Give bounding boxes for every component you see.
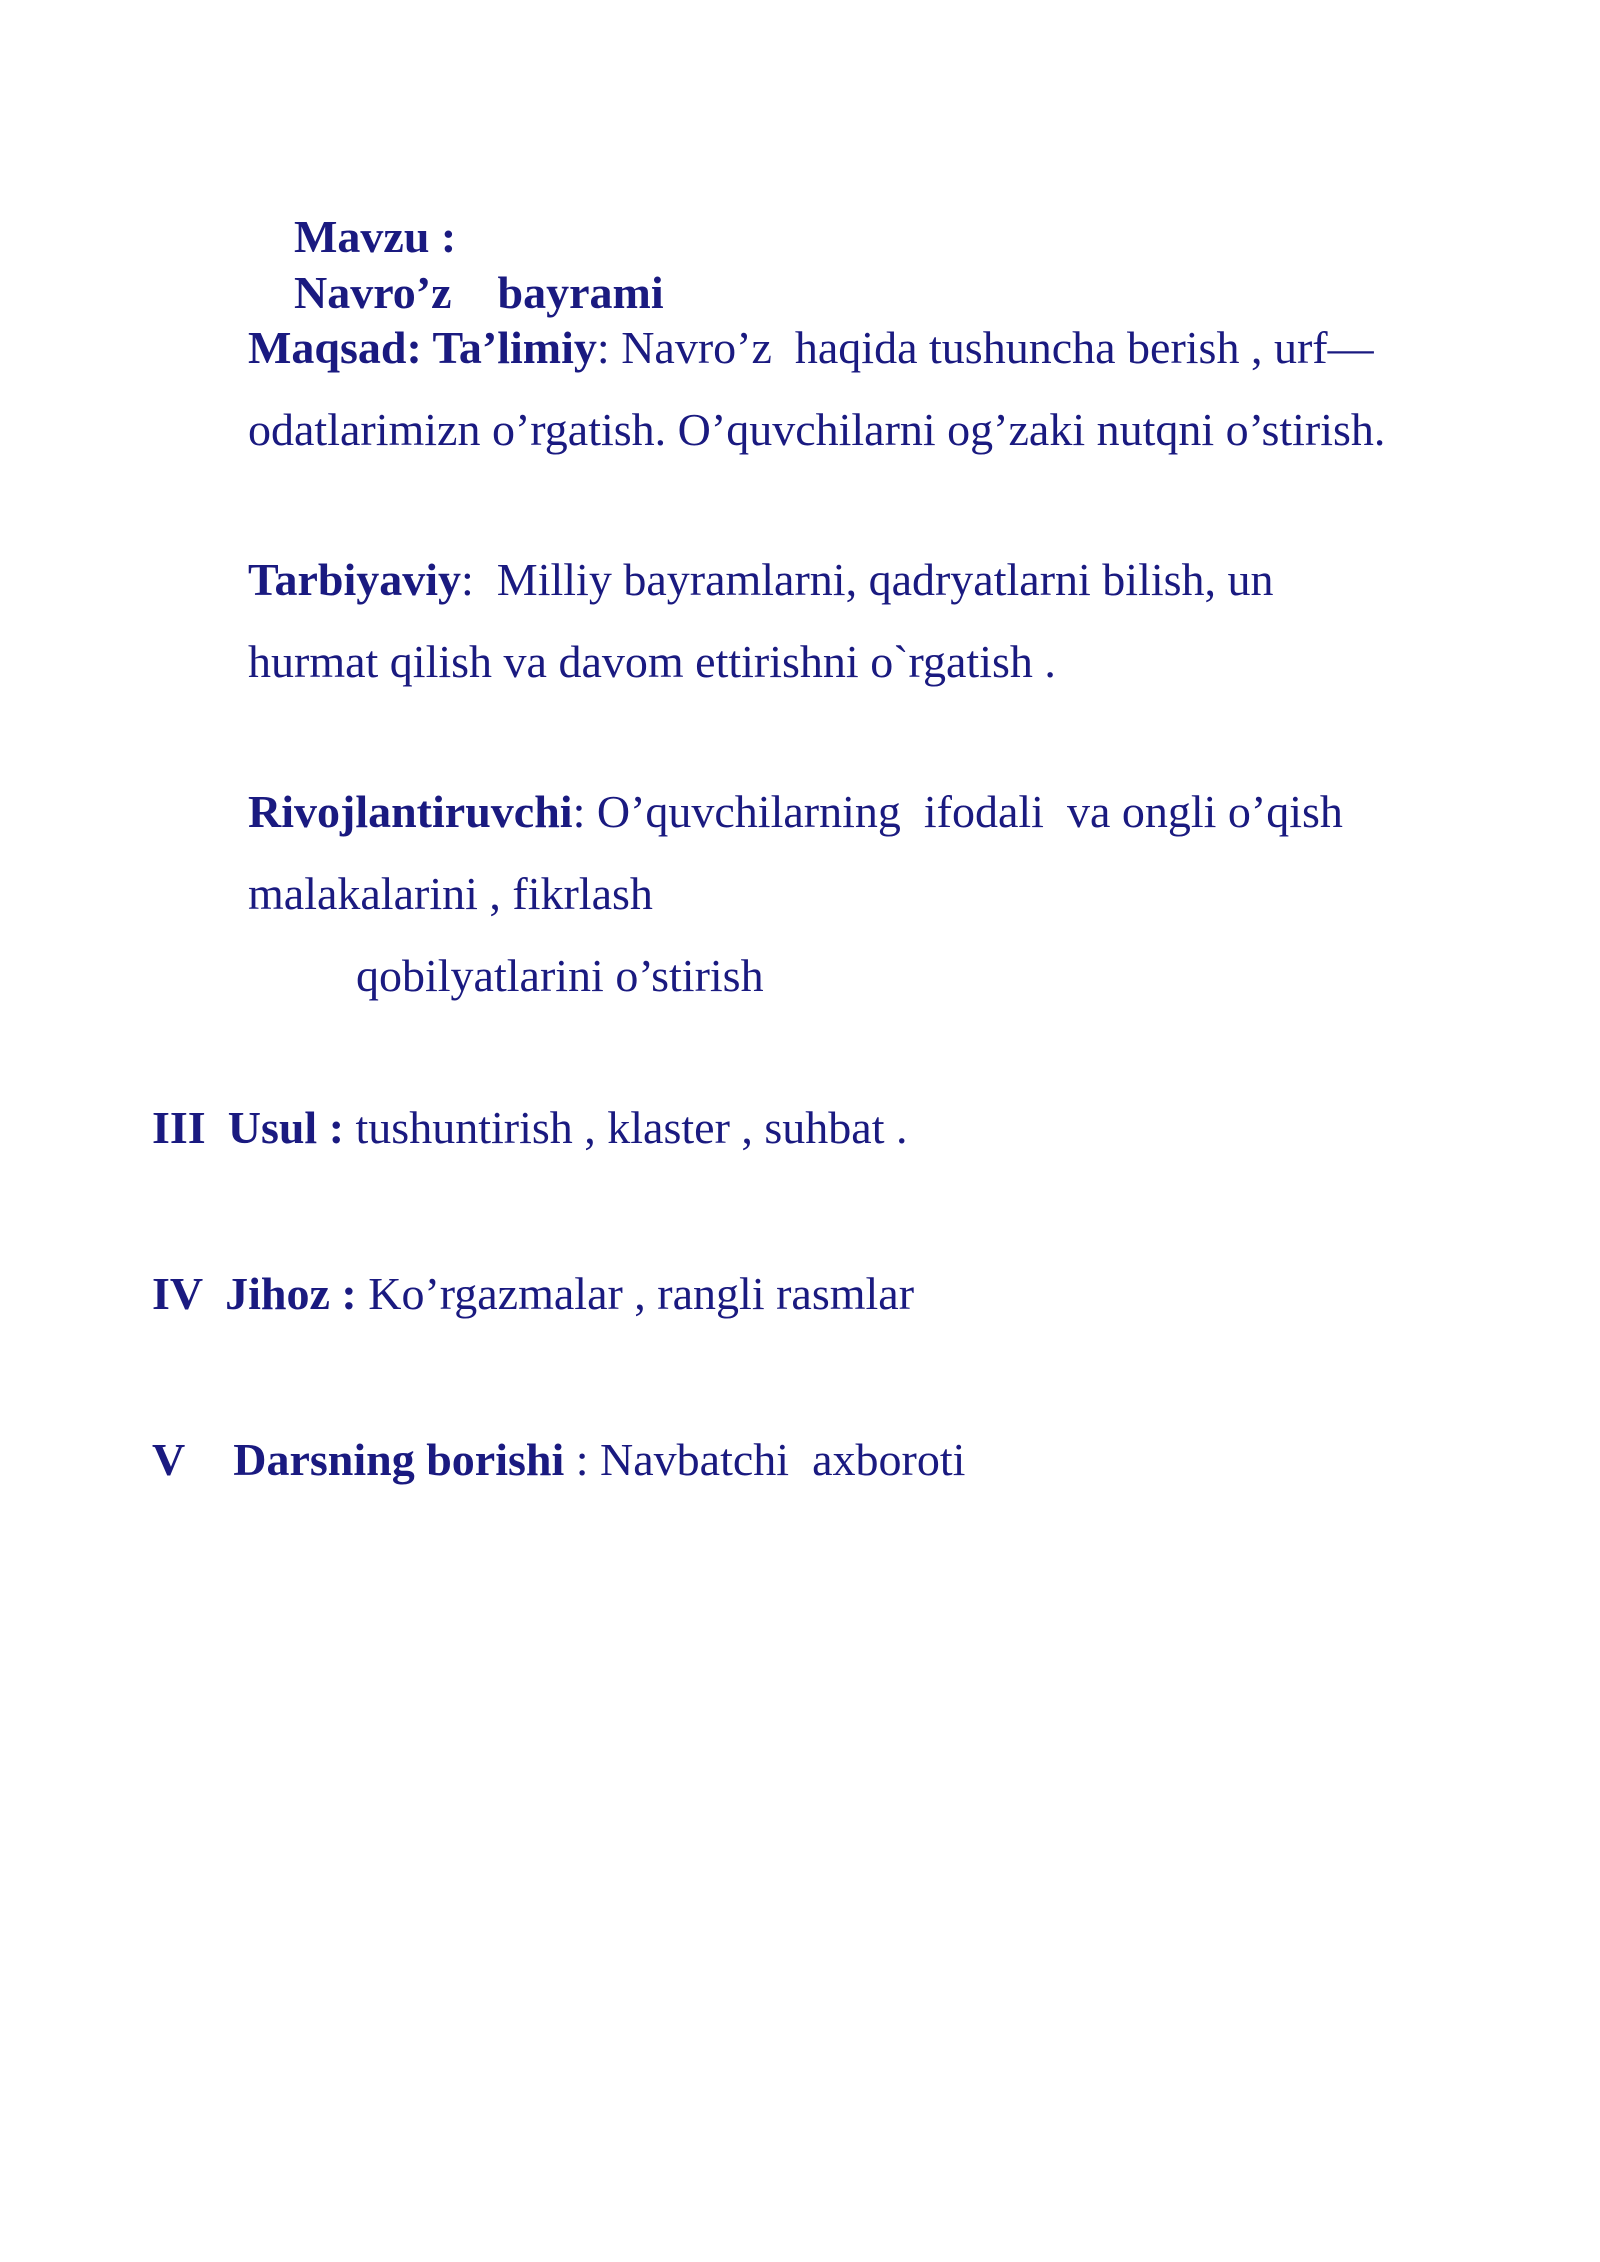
topic-value: Navro’z bayrami: [294, 267, 664, 318]
goal-educational-line-1: [248, 320, 1374, 376]
equipment-number: IV: [152, 1268, 204, 1319]
lesson-flow-value: : Navbatchi axboroti: [564, 1434, 966, 1485]
equipment-label: Jihoz :: [225, 1268, 357, 1319]
goal-upbringing-line-2: hurmat qilish va davom ettirishni o`rgatish .: [248, 636, 1056, 687]
equipment-line: [152, 1266, 914, 1322]
goal-developmental-line-3: qobilyatlarini o’stirish: [356, 950, 764, 1001]
goal-upbringing-text: : Milliy bayramlarni, qadryatlarni bilish, un: [461, 554, 1274, 605]
goal-upbringing-label: Tarbiyaviy: [248, 554, 462, 605]
equipment-value: Ko’rgazmalar , rangli rasmlar: [356, 1268, 915, 1319]
method-line: [152, 1100, 908, 1156]
method-value: tushuntirish , klaster , suhbat .: [344, 1102, 908, 1153]
goal-educational-label: Maqsad: Ta’limiy: [248, 322, 597, 373]
lesson-flow-line: [152, 1432, 965, 1488]
goal-developmental-text: : O’quvchilarning ifodali va ongli o’qish: [572, 786, 1343, 837]
goal-educational-line-2: odatlarimizn o’rgatish. O’quvchilarni og’zaki nutqni o’stirish.: [248, 404, 1386, 455]
lesson-flow-number: V: [152, 1434, 186, 1485]
goal-educational-text: : Navro’z haqida tushuncha berish , urf—: [596, 322, 1374, 373]
goal-developmental-line-1: [248, 784, 1343, 840]
goal-upbringing-line-1: [248, 552, 1274, 608]
topic-label: Mavzu :: [294, 211, 457, 262]
lesson-flow-label: Darsning borishi: [233, 1434, 565, 1485]
goal-developmental-label: Rivojlantiruvchi: [248, 786, 573, 837]
method-number: III: [152, 1102, 206, 1153]
method-label: Usul :: [227, 1102, 345, 1153]
goal-developmental-line-2: malakalarini , fikrlash: [248, 868, 653, 919]
